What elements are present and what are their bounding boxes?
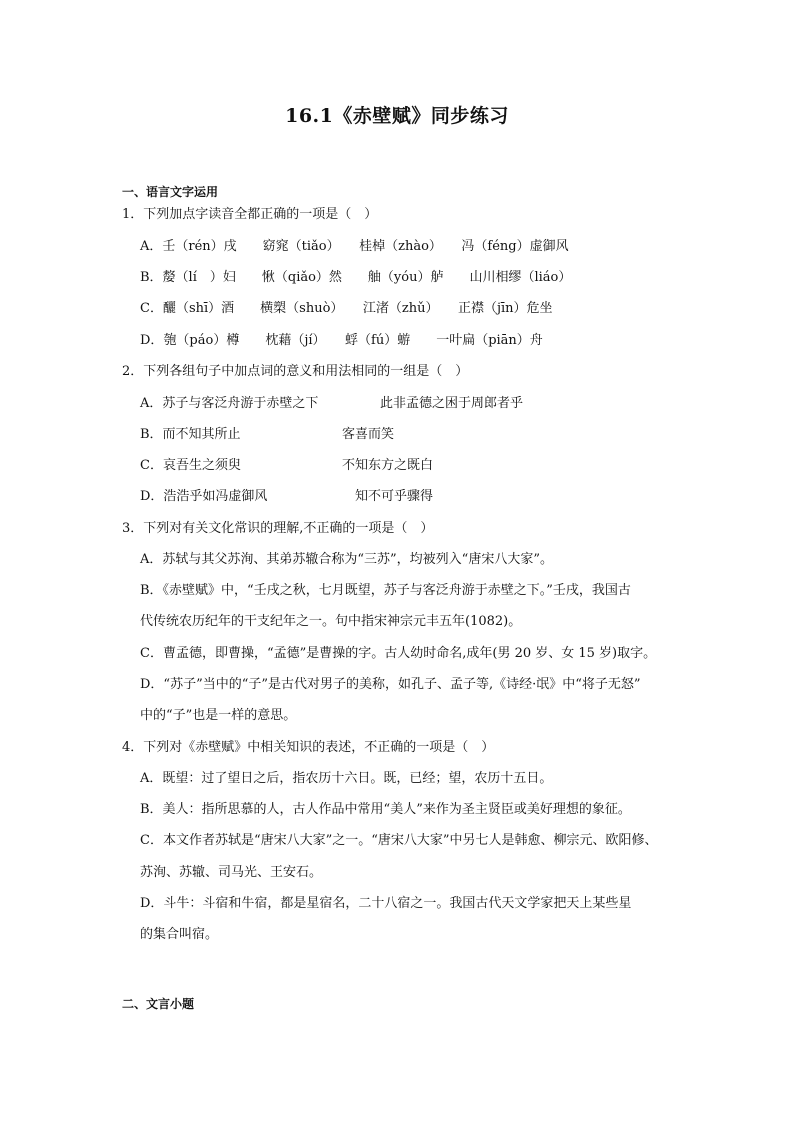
section-heading-1: 一、语言文字运用	[122, 185, 219, 199]
question-2-option-a-left: A．苏子与客泛舟游于赤壁之下	[140, 396, 319, 411]
question-3-stem: 3．下列对有关文化常识的理解,不正确的一项是（ ）	[122, 521, 434, 536]
question-2-option-d-right: 知不可乎骤得	[355, 489, 434, 504]
question-4-option-c-line1: C．本文作者苏轼是“唐宋八大家”之一。“唐宋八大家”中另七人是韩愈、柳宗元、欧阳修、	[140, 833, 658, 848]
question-2-option-c-right: 不知东方之既白	[342, 458, 434, 473]
question-2-stem: 2．下列各组句子中加点词的意义和用法相同的一组是（ ）	[122, 364, 469, 379]
question-3-option-d-line1: D．“苏子”当中的“子”是古代对男子的美称，如孔子、孟子等,《诗经·氓》中“将子无怒”	[140, 677, 641, 692]
question-4-option-a: A．既望：过了望日之后，指农历十六日。既，已经；望，农历十五日。	[140, 771, 553, 786]
question-1-option-b: B．嫠（lí ）妇 愀（qiǎo）然 舳（yóu）舻 山川相缪（liáo）	[140, 270, 572, 285]
question-1-stem: 1．下列加点字读音全都正确的一项是（ ）	[122, 207, 378, 222]
question-2-option-b-left: B．而不知其所止	[140, 427, 241, 442]
question-2-option-d-left: D．浩浩乎如冯虚御风	[140, 489, 268, 504]
question-3-option-d-line2: 中的“子”也是一样的意思。	[140, 708, 297, 723]
question-1-option-a: A．壬（rén）戌 窈窕（tiǎo） 桂棹（zhào） 冯（féng）虚御风	[140, 239, 569, 254]
question-3-option-b-line1: B．《赤壁赋》中，“壬戌之秋，七月既望，苏子与客泛舟游于赤壁之下。”壬戌，我国古	[140, 583, 631, 598]
question-3-option-b-line2: 代传统农历纪年的干支纪年之一。句中指宋神宗元丰五年(1082)。	[140, 614, 522, 629]
section-heading-2: 二、文言小题	[122, 997, 195, 1011]
question-2-option-b-right: 客喜而笑	[342, 427, 395, 442]
question-4-option-d-line1: D．斗牛：斗宿和牛宿，都是星宿名，二十八宿之一。我国古代天文学家把天上某些星	[140, 896, 632, 911]
page-title: 16.1《赤壁赋》同步练习	[285, 105, 509, 127]
question-4-option-b: B．美人：指所思慕的人，古人作品中常用“美人”来作为圣主贤臣或美好理想的象征。	[140, 802, 631, 817]
question-1-option-d: D．匏（páo）樽 枕藉（jí） 蜉（fú）蝣 一叶扁（piān）舟	[140, 333, 543, 348]
question-3-option-a: A．苏轼与其父苏洵、其弟苏辙合称为“三苏”，均被列入“唐宋八大家”。	[140, 552, 553, 567]
question-2-option-a-right: 此非孟德之困于周郎者乎	[380, 396, 524, 411]
question-4-option-c-line2: 苏洵、苏辙、司马光、王安石。	[140, 865, 323, 880]
question-4-stem: 4．下列对《赤壁赋》中相关知识的表述，不正确的一项是（ ）	[122, 740, 495, 755]
question-1-option-c: C．釃（shī）酒 横槊（shuò） 江渚（zhǔ） 正襟（jīn）危坐	[140, 301, 553, 316]
question-2-option-c-left: C．哀吾生之须臾	[140, 458, 241, 473]
question-3-option-c: C．曹孟德，即曹操，“孟德”是曹操的字。古人幼时命名,成年(男 20 岁、女 15 岁)取字。	[140, 646, 657, 661]
question-4-option-d-line2: 的集合叫宿。	[140, 927, 219, 942]
